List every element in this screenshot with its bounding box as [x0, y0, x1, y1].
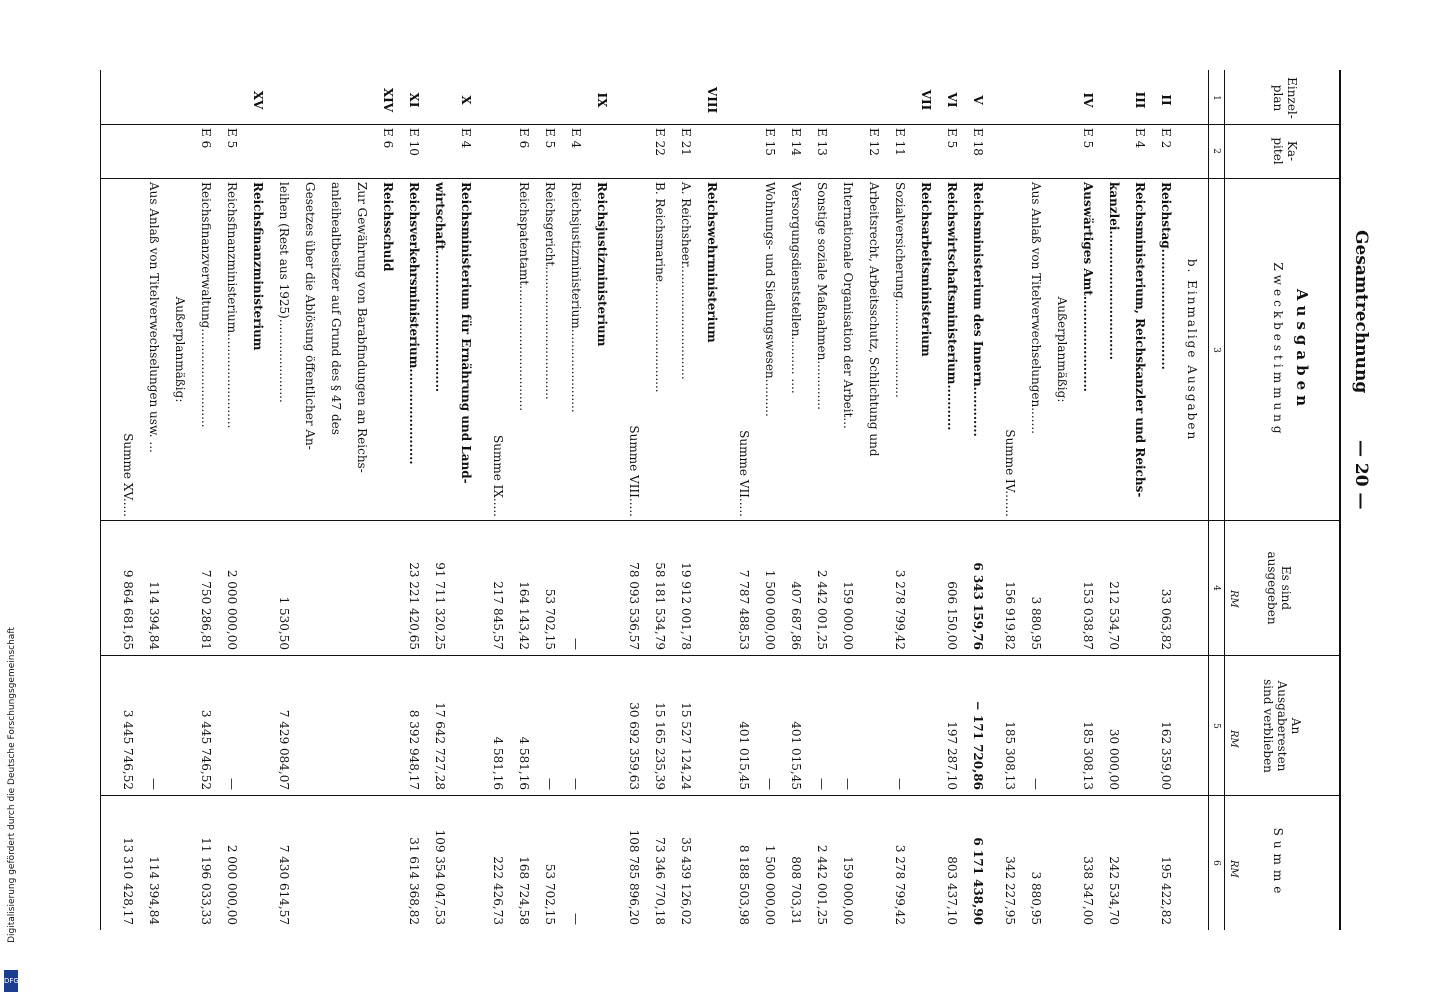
table-row: [653, 0, 667, 1000]
header-zweckbestimmung: Zweckbestimmung: [1271, 262, 1285, 438]
table-row: [433, 0, 447, 1000]
summe-cell: 73 346 770,18: [653, 837, 667, 925]
einzelplan-cell: IX: [595, 92, 609, 108]
ausgegeben-cell: 9 864 681,65: [121, 569, 135, 650]
summe-cell: 338 347,00: [1081, 856, 1095, 925]
zweck-cell: Versorgungsdienststellen.......... ....: [789, 182, 803, 394]
ausgabereste-cell: —: [569, 778, 583, 790]
ausgegeben-cell: 6 343 159,76: [971, 562, 985, 650]
summe-cell: 2 000 000,00: [225, 844, 239, 925]
summe-cell: 13 310 428,17: [121, 837, 135, 925]
ausgabereste-cell: —: [841, 778, 855, 790]
zweck-cell: Reichsministerium für Ernährung und Land-: [459, 182, 473, 484]
summe-cell: 168 724,58: [517, 856, 531, 925]
table-row: [627, 0, 641, 1000]
zweck-cell: Reichswehrministerium: [705, 182, 719, 343]
ausgegeben-cell: 159 000,00: [841, 581, 855, 650]
summe-cell: 11 196 033,33: [199, 837, 213, 925]
zweck-cell: Wohnungs- und Siedlungswesen..........: [763, 182, 777, 417]
table-row: [1003, 0, 1017, 1000]
zweck-cell: Reichsarbeitsministerium: [919, 182, 933, 357]
zweck-cell: Reichstag.............................: [1159, 182, 1173, 370]
einzelplan-cell: X: [459, 95, 473, 105]
kapitel-cell: E 5: [945, 128, 959, 149]
ausgabereste-cell: 4 581,16: [491, 736, 505, 790]
table-row: [491, 0, 505, 1000]
summe-cell: 342 227,95: [1003, 856, 1017, 925]
dfg-logo: DFG: [4, 970, 18, 992]
ausgegeben-cell: 33 063,82: [1159, 588, 1173, 650]
table-row: [763, 0, 777, 1000]
zweck-cell: Summe VII.....: [737, 430, 751, 517]
ausgegeben-cell: 1 530,50: [277, 596, 291, 650]
zweck-cell: leihen (Rest aus 1925)......................: [277, 182, 291, 403]
ausgegeben-cell: 7 750 286,81: [199, 569, 213, 650]
ausgabereste-cell: —: [543, 778, 557, 790]
summe-cell: 3 880,95: [1029, 871, 1043, 925]
ausgabereste-cell: —: [225, 778, 239, 790]
zweck-cell: Reichspatentamt.................................: [517, 182, 531, 412]
ausgegeben-cell: 19 912 001,78: [679, 562, 693, 650]
ausgegeben-cell: 156 919,82: [1003, 581, 1017, 650]
kapitel-cell: E 15: [763, 128, 777, 156]
ausgegeben-cell: 407 687,86: [789, 581, 803, 650]
kapitel-cell: E 13: [815, 128, 829, 156]
ausgabereste-cell: —: [147, 778, 161, 790]
einzelplan-cell: VII: [919, 89, 933, 111]
ausgabereste-cell: —: [815, 778, 829, 790]
table-row: [971, 0, 985, 1000]
kapitel-cell: E 6: [517, 128, 531, 149]
summe-cell: 3 278 799,42: [893, 844, 907, 925]
zweck-cell: Reichswirtschaftsministerium...........: [945, 182, 959, 431]
ausgabereste-cell: 30 000,00: [1107, 728, 1121, 790]
col-number-2: 2: [1211, 148, 1221, 154]
zweck-cell: Gesetzes über die Ablösung öffentlicher An-: [303, 182, 317, 450]
kapitel-cell: E 21: [679, 128, 693, 156]
summe-cell: 803 437,10: [945, 856, 959, 925]
ausgegeben-cell: 2 442 001,25: [815, 569, 829, 650]
kapitel-cell: E 5: [543, 128, 557, 149]
einzelplan-cell: IV: [1081, 92, 1095, 108]
kapitel-cell: E 10: [407, 128, 421, 156]
ausgabereste-cell: − 171 720,86: [971, 700, 985, 790]
table-row: [381, 0, 395, 1000]
kapitel-cell: E 14: [789, 128, 803, 156]
ausgegeben-cell: 91 711 320,25: [433, 562, 447, 650]
summe-cell: 808 703,31: [789, 856, 803, 925]
ausgegeben-cell: 3 880,95: [1029, 596, 1043, 650]
ausgegeben-cell: 606 150,00: [945, 581, 959, 650]
zweck-cell: kanzlei...............................: [1107, 182, 1121, 360]
col-number-6: 6: [1211, 860, 1221, 866]
ausgabereste-cell: 401 015,45: [737, 721, 751, 790]
kapitel-cell: E 5: [225, 128, 239, 149]
zweck-cell: Reichsfinanzverwaltung..........................: [199, 182, 213, 428]
zweck-cell: Zur Gewährung von Barabfindungen an Reichs-: [355, 182, 369, 473]
ausgabereste-cell: 30 692 359,63: [627, 702, 641, 790]
table-row: [1107, 0, 1121, 1000]
table-top-rule: [1339, 70, 1341, 930]
table-row: [121, 0, 135, 1000]
ausgabereste-cell: 7 429 084,07: [277, 709, 291, 790]
ausgegeben-cell: 114 394,84: [147, 581, 161, 650]
zweck-cell: Summe IX.....: [491, 435, 505, 517]
table-row: [459, 0, 473, 1000]
header-summe: Summe: [1271, 827, 1285, 899]
ausgegeben-cell: 3 278 799,42: [893, 569, 907, 650]
summe-cell: 108 785 896,20: [627, 829, 641, 925]
header-einzelplan: Einzel- plan: [1271, 77, 1299, 119]
summe-cell: 53 702,15: [543, 863, 557, 925]
table-header-rule: [1224, 70, 1225, 930]
header-ausgaben: Ausgaben: [1293, 288, 1311, 412]
summe-cell: 6 171 438,90: [971, 837, 985, 925]
summe-cell: 242 534,70: [1107, 856, 1121, 925]
ausgabereste-cell: 15 527 124,24: [679, 702, 693, 790]
zweck-cell: Sonstige soziale Maßnahmen.............: [815, 182, 829, 410]
kapitel-cell: E 4: [569, 128, 583, 149]
kapitel-cell: E 22: [653, 128, 667, 156]
zweck-cell: Reichsgericht...................................: [543, 182, 557, 400]
kapitel-cell: E 6: [199, 128, 213, 149]
table-row: [199, 0, 213, 1000]
ausgabereste-cell: 17 642 727,28: [433, 702, 447, 790]
table-bottom-rule: [100, 70, 101, 930]
ausgabereste-cell: 3 445 746,52: [121, 709, 135, 790]
ausgegeben-cell: —: [569, 638, 583, 650]
summe-cell: —: [569, 913, 583, 925]
table-numbers-rule: [1208, 70, 1209, 930]
ausgegeben-cell: 78 093 536,57: [627, 562, 641, 650]
table-row: [173, 0, 187, 1000]
kapitel-cell: E 6: [381, 128, 395, 149]
table-row: [517, 0, 531, 1000]
ausgabereste-cell: 162 359,00: [1159, 721, 1173, 790]
section-title: b. Einmalige Ausgaben: [1185, 258, 1199, 442]
ausgabereste-cell: 3 445 746,52: [199, 709, 213, 790]
col-number-5: 5: [1211, 723, 1221, 729]
zweck-cell: Sozialversicherung..........................: [893, 182, 907, 398]
zweck-cell: Aus Anlaß von Titelverwechselungen.......: [1029, 182, 1043, 434]
einzelplan-cell: V: [971, 95, 985, 105]
kapitel-cell: E 12: [867, 128, 881, 156]
zweck-cell: Reichsjustizministerium: [595, 182, 609, 347]
table-row: [1081, 0, 1095, 1000]
summe-cell: 159 000,00: [841, 856, 855, 925]
table-row: [737, 0, 751, 1000]
table-row: [251, 0, 265, 1000]
zweck-cell: Arbeitsrecht, Arbeitsschutz, Schlichtung und: [867, 182, 881, 457]
table-row: [1159, 0, 1173, 1000]
zweck-cell: Außerplanmäßig:: [173, 296, 187, 403]
header-ausgegeben: Es sind ausgegeben: [1265, 551, 1293, 625]
ausgabereste-cell: 401 015,45: [789, 721, 803, 790]
kapitel-cell: E 5: [1081, 128, 1095, 149]
table-row: [1055, 0, 1069, 1000]
table-row: [147, 0, 161, 1000]
table-row: [841, 0, 855, 1000]
kapitel-cell: E 4: [459, 128, 473, 149]
zweck-cell: Reichsverkehrsministerium.......................: [407, 182, 421, 465]
col-number-1: 1: [1211, 95, 1221, 101]
ausgabereste-cell: —: [893, 778, 907, 790]
table-row: [705, 0, 719, 1000]
zweck-cell: Reichsministerium, Reichskanzler und Reichs-: [1133, 182, 1147, 498]
ausgegeben-cell: 53 702,15: [543, 588, 557, 650]
ausgabereste-cell: 8 392 948,17: [407, 709, 421, 790]
zweck-cell: anleihealtbesitzer auf Grund des § 47 des: [329, 182, 343, 435]
zweck-cell: Außerplanmäßig:: [1055, 296, 1069, 403]
header-ausgabereste: An Ausgaberesten sind verblieben: [1261, 679, 1303, 773]
unit-col5: RM: [1228, 730, 1239, 748]
ausgegeben-cell: 164 143,42: [517, 581, 531, 650]
zweck-cell: Aus Anlaß von Titelverwechselungen usw. ...: [147, 182, 161, 453]
unit-col6: RM: [1228, 860, 1239, 878]
zweck-cell: Reichsministerium des Innern............: [971, 182, 985, 437]
table-row: [919, 0, 933, 1000]
table-row: [945, 0, 959, 1000]
table-row: [815, 0, 829, 1000]
ausgabereste-cell: 185 308,13: [1003, 721, 1017, 790]
einzelplan-cell: II: [1159, 94, 1173, 106]
running-head: Gesamtrechnung: [1351, 230, 1371, 394]
zweck-cell: B. Reichsmarine.............................: [653, 182, 667, 393]
einzelplan-cell: XV: [251, 90, 265, 110]
col-number-3: 3: [1211, 347, 1221, 353]
summe-cell: 2 442 001,25: [815, 844, 829, 925]
table-row: [1133, 0, 1147, 1000]
zweck-cell: Summe VIII.....: [627, 425, 641, 517]
zweck-cell: Summe XV.....: [121, 433, 135, 517]
table-row: [569, 0, 583, 1000]
zweck-cell: Auswärtiges Amt.......................: [1081, 182, 1095, 392]
einzelplan-cell: XI: [407, 92, 421, 108]
kapitel-cell: E 2: [1159, 128, 1173, 149]
einzelplan-cell: VIII: [705, 86, 719, 114]
ausgegeben-cell: 2 000 000,00: [225, 569, 239, 650]
zweck-cell: Reichsfinanzministerium.........................: [225, 182, 239, 429]
kapitel-cell: E 4: [1133, 128, 1147, 149]
zweck-cell: Summe IV.......: [1003, 429, 1017, 517]
table-row: [407, 0, 421, 1000]
ausgegeben-cell: 58 181 534,79: [653, 562, 667, 650]
summe-cell: 222 426,73: [491, 856, 505, 925]
ausgabereste-cell: —: [1029, 778, 1043, 790]
page-title-line: [1331, 0, 1371, 1000]
kapitel-cell: E 18: [971, 128, 985, 156]
table-row: [679, 0, 693, 1000]
table-row: [277, 0, 291, 1000]
ausgegeben-cell: 23 221 420,65: [407, 562, 421, 650]
table-row: [225, 0, 239, 1000]
ausgegeben-cell: 1 500 000,00: [763, 569, 777, 650]
table-row: [355, 0, 369, 1000]
einzelplan-cell: III: [1133, 91, 1147, 109]
table-row: [789, 0, 803, 1000]
einzelplan-cell: XIV: [381, 87, 395, 113]
zweck-cell: Internationale Organisation der Arbeit...: [841, 182, 855, 429]
zweck-cell: Reichsjustizministerium......................: [569, 182, 583, 413]
ausgegeben-cell: 217 845,57: [491, 581, 505, 650]
summe-cell: 35 439 126,02: [679, 837, 693, 925]
table-row: [867, 0, 881, 1000]
summe-cell: 114 394,84: [147, 856, 161, 925]
table-row: [893, 0, 907, 1000]
ausgabereste-cell: 4 581,16: [517, 736, 531, 790]
summe-cell: 31 614 368,82: [407, 837, 421, 925]
zweck-cell: A. Reichsheer..............................: [679, 182, 693, 380]
summe-cell: 195 422,82: [1159, 856, 1173, 925]
dfg-credit: Digitalisierung gefördert durch die Deutsche Forschungsgemeinschaft: [7, 627, 17, 943]
ausgegeben-cell: 212 534,70: [1107, 581, 1121, 650]
zweck-cell: Reichsschuld: [381, 182, 395, 272]
table-row: [543, 0, 557, 1000]
ausgegeben-cell: 153 038,87: [1081, 581, 1095, 650]
page-number: — 20 —: [1351, 440, 1371, 510]
ausgabereste-cell: 197 287,10: [945, 721, 959, 790]
header-kapitel: Ka- pitel: [1271, 137, 1299, 165]
unit-col4: RM: [1228, 590, 1239, 608]
zweck-cell: Reichsfinanzministerium: [251, 182, 265, 351]
summe-cell: 7 430 614,57: [277, 844, 291, 925]
einzelplan-cell: VI: [945, 92, 959, 108]
table-row: [595, 0, 609, 1000]
digitization-sidebar: [2, 600, 20, 995]
ausgabereste-cell: 15 165 235,39: [653, 702, 667, 790]
summe-cell: 1 500 000,00: [763, 844, 777, 925]
col-number-4: 4: [1211, 585, 1221, 591]
summe-cell: 8 188 503,98: [737, 844, 751, 925]
summe-cell: 109 354 047,53: [433, 829, 447, 925]
ausgabereste-cell: —: [763, 778, 777, 790]
table-row: [329, 0, 343, 1000]
table-row: [1029, 0, 1043, 1000]
kapitel-cell: E 11: [893, 128, 907, 156]
table-row: [303, 0, 317, 1000]
ausgabereste-cell: 185 308,13: [1081, 721, 1095, 790]
zweck-cell: wirtschaft..................................: [433, 182, 447, 393]
ausgegeben-cell: 7 787 488,53: [737, 569, 751, 650]
